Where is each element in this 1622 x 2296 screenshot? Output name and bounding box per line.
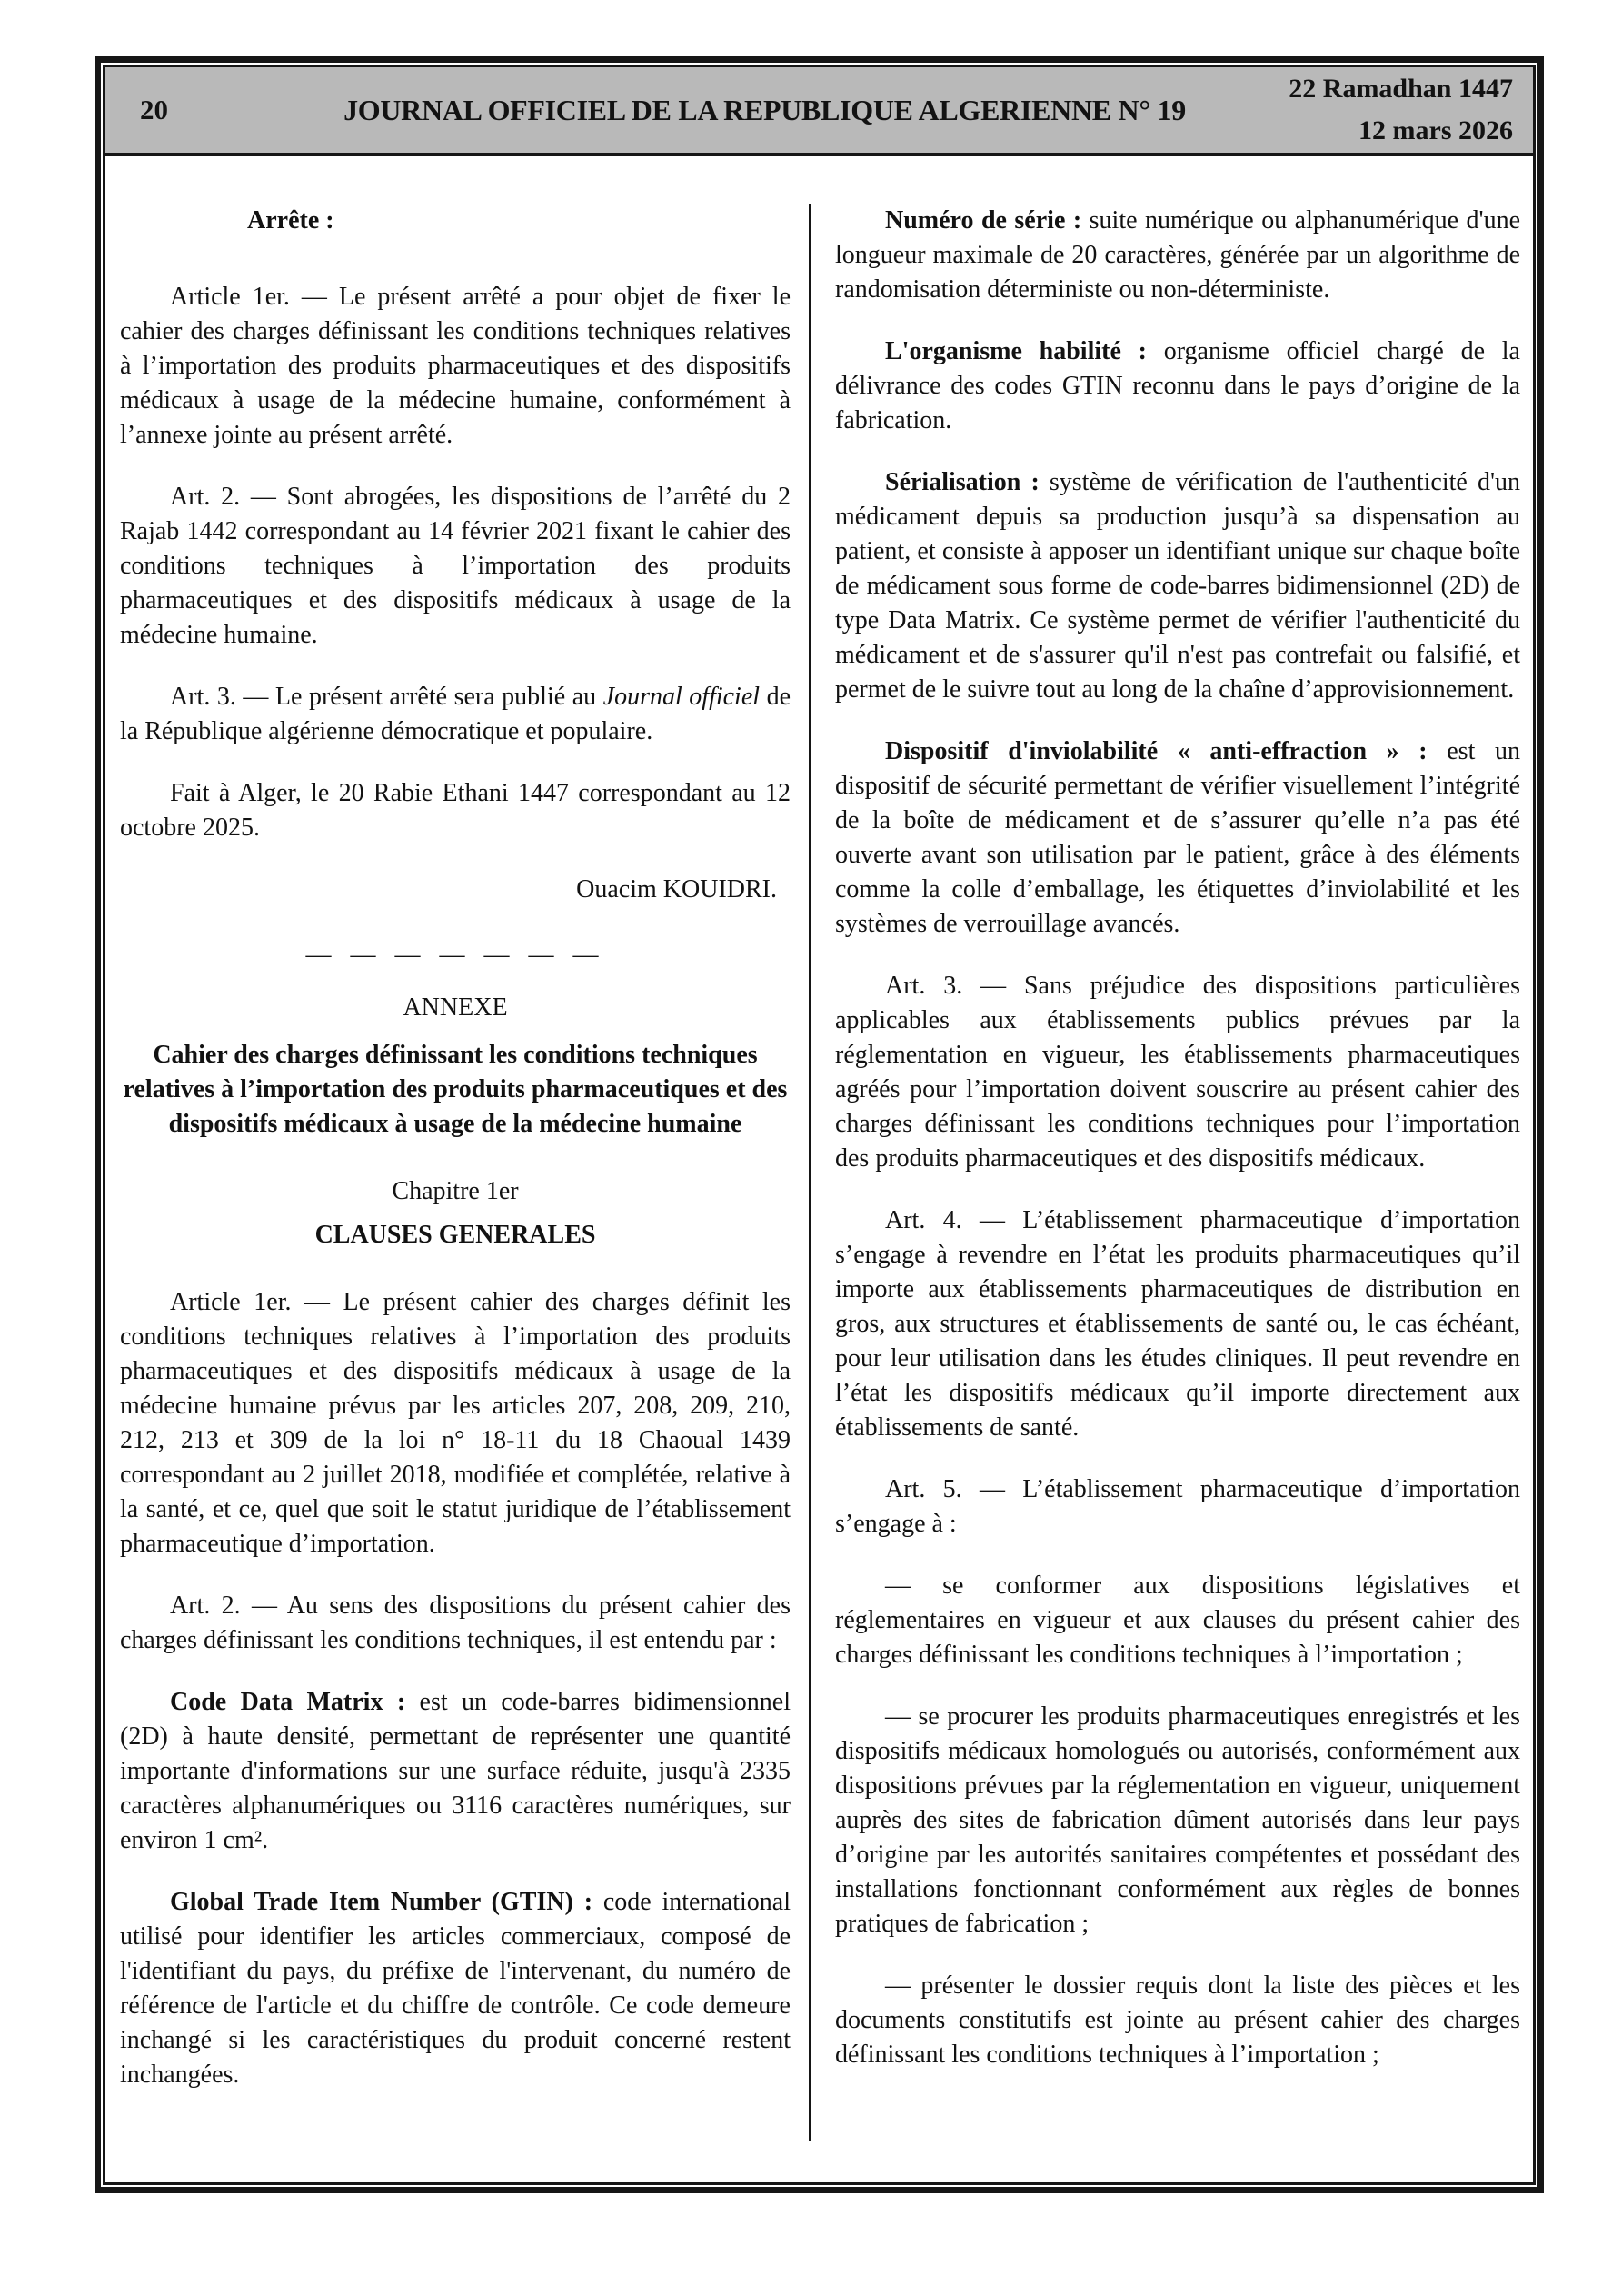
heading-indent	[120, 204, 791, 238]
paragraph	[835, 334, 1520, 438]
paragraph	[835, 1203, 1520, 1445]
text-segment: — — — — — — —	[305, 941, 605, 969]
text-segment: Art. 4. — L’établissement pharmaceutique d’importation s’engage à revendre en l’état les produits pharmaceutiques qu’il importe aux établissements pharmaceutiques de distribution en gros, aux structures et établissements de santé ou, le cas échéant, pour leur utilisation dans les études cliniques. Il peut revendre en l’état les dispositifs médicaux qu’il importe directement aux établissements de santé.	[835, 1206, 1520, 1442]
text-segment: Dispositif d'inviolabilité « anti-effraction » :	[885, 737, 1448, 765]
issue-dates	[1251, 68, 1533, 152]
page-frame	[95, 56, 1544, 2193]
text-segment: Numéro de série :	[885, 206, 1090, 235]
paragraph	[835, 969, 1520, 1176]
date-gregorian: 12 mars 2026	[1358, 115, 1513, 145]
paragraph	[835, 734, 1520, 942]
chapter-title	[120, 1218, 791, 1253]
text-segment: — se conformer aux dispositions législatives et réglementaires en vigueur et aux clauses du présent cahier des charges définissant les conditions techniques à l’importation ;	[835, 1572, 1520, 1669]
text-segment: de la République algérienne démocratique et populaire.	[120, 683, 791, 745]
paragraph	[835, 1569, 1520, 1672]
right-column	[811, 204, 1520, 2182]
paragraph	[120, 1285, 791, 1562]
paragraph	[835, 1472, 1520, 1542]
text-segment: Article 1er. — Le présent cahier des charges définit les conditions techniques relatives à l’importation des produits pharmaceutiques et des dispositifs médicaux à usage de la médecine humaine prévus par les articles 207, 208, 209, 210, 212, 213 et 309 de la loi n° 18-11 du 18 Chaoual 1439 correspondant au 2 juillet 2018, modifiée et complétée, relative à la santé, et ce, quel que soit le statut juridique de l’établissement pharmaceutique d’importation.	[120, 1288, 791, 1558]
journal-title: JOURNAL OFFICIEL DE LA REPUBLIQUE ALGERIENNE N° 19	[343, 93, 1186, 126]
signature	[120, 873, 791, 907]
separator	[120, 938, 791, 973]
text-segment: Art. 2. — Sont abrogées, les dispositions de l’arrêté du 2 Rajab 1442 correspondant au 14 février 2021 fixant le cahier des conditions techniques à l’importation des produits pharmaceutiques et des dispositifs médicaux à usage de la médecine humaine.	[120, 483, 791, 649]
paragraph	[120, 1589, 791, 1658]
text-segment: code international utilisé pour identifier les articles commerciaux, composé de l'identifiant du pays, du préfixe de l'intervenant, du numéro de référence de l'article et du chiffre de contrôle. Ce code demeure inchangé si les caractéristiques du produit concerné restent inchangées.	[120, 1888, 791, 2089]
annexe-label	[120, 991, 791, 1025]
text-segment: Art. 3. — Sans préjudice des dispositions particulières applicables aux établissements publics prévues par la réglementation en vigueur, les établissements pharmaceutiques agréés pour l’importation doivent souscrire au présent cahier des charges définissant les conditions techniques pour l’importation des produits pharmaceutiques et des dispositifs médicaux.	[835, 972, 1520, 1173]
text-segment: ANNEXE	[403, 993, 508, 1022]
text-segment: — présenter le dossier requis dont la liste des pièces et les documents constitutifs est jointe au présent cahier des charges définissant les conditions techniques à l’importation ;	[835, 1972, 1520, 2069]
journal-header	[105, 67, 1533, 156]
text-segment: Cahier des charges définissant les conditions techniques relatives à l’importation des produits pharmaceutiques et des dispositifs médicaux à usage de la médecine humaine	[123, 1041, 788, 1138]
paragraph	[120, 680, 791, 749]
page-content	[105, 156, 1533, 2182]
text-segment: L'organisme habilité :	[885, 337, 1164, 365]
text-segment: Sérialisation :	[885, 468, 1050, 496]
text-segment: organisme officiel chargé de la délivrance des codes GTIN reconnu dans le pays d’origine de la fabrication.	[835, 337, 1520, 434]
paragraph	[120, 480, 791, 653]
text-segment: Art. 5. — L’établissement pharmaceutique d’importation s’engage à :	[835, 1475, 1520, 1538]
annexe-title	[120, 1038, 791, 1142]
paragraph	[120, 280, 791, 453]
text-segment: Ouacim KOUIDRI.	[576, 875, 777, 903]
left-column	[120, 204, 809, 2182]
page-frame-inner	[103, 65, 1536, 2185]
text-segment: Arrête :	[247, 206, 334, 235]
text-segment: Fait à Alger, le 20 Rabie Ethani 1447 correspondant au 12 octobre 2025.	[120, 779, 791, 842]
text-segment: Code Data Matrix :	[170, 1688, 420, 1716]
text-segment: Chapitre 1er	[392, 1177, 519, 1205]
paragraph	[835, 1700, 1520, 1942]
text-segment: Article 1er. — Le présent arrêté a pour objet de fixer le cahier des charges définissant les conditions techniques relatives à l’importation des produits pharmaceutiques et des dispositifs médicaux à usage de la médecine humaine, conformément à l’annexe jointe au présent arrêté.	[120, 283, 791, 449]
text-segment: CLAUSES GENERALES	[314, 1221, 596, 1249]
paragraph	[120, 1885, 791, 2092]
text-segment: Art. 2. — Au sens des dispositions du présent cahier des charges définissant les conditions techniques, il est entendu par :	[120, 1592, 791, 1654]
text-segment: — se procurer les produits pharmaceutiques enregistrés et les dispositifs médicaux homologués ou autorisés, conformément aux dispositions prévues par la réglementation en vigueur, uniquement auprès des sites de fabrication dûment autorisés dans leur pays d’origine par les autorités sanitaires compétentes et possédant des installations fonctionnant conformément aux règles de bonnes pratiques de fabrication ;	[835, 1702, 1520, 1938]
text-segment: Art. 3. — Le présent arrêté sera publié au	[170, 683, 603, 711]
paragraph	[120, 1685, 791, 1858]
paragraph	[835, 1969, 1520, 2072]
paragraph	[120, 776, 791, 845]
paragraph	[835, 465, 1520, 707]
text-segment: Global Trade Item Number (GTIN) :	[170, 1888, 603, 1916]
text-segment: suite numérique ou alphanumérique d'une longueur maximale de 20 caractères, générée par un algorithme de randomisation déterministe ou non-déterministe.	[835, 206, 1520, 304]
text-segment: système de vérification de l'authenticité d'un médicament depuis sa production jusqu’à sa dispensation au patient, et consiste à apposer un identifiant unique sur chaque boîte de médicament sous forme de code-barres bidimensionnel (2D) de type Data Matrix. Ce système permet de vérifier l'authenticité du médicament et de s'assurer qu'il n'est pas contrefait ou falsifié, et permet de le suivre tout au long de la chaîne d’approvisionnement.	[835, 468, 1520, 704]
page-number: 20	[140, 94, 168, 125]
paragraph	[835, 204, 1520, 307]
text-segment: Journal officiel	[602, 683, 761, 711]
text-segment: est un code-barres bidimensionnel (2D) à haute densité, permettant de représenter une quantité importante d'informations sur une surface réduite, jusqu'à 2335 caractères alphanumériques ou 3116 caractères numériques, sur environ 1 cm².	[120, 1688, 791, 1854]
text-segment: est un dispositif de sécurité permettant de vérifier visuellement l’intégrité de la boîte de médicament et de s’assurer qu’elle n’a pas été ouverte avant son utilisation par le patient, grâce à des éléments comme la colle d’emballage, les étiquettes d’inviolabilité et les systèmes de verrouillage avancés.	[835, 737, 1520, 938]
chapter-label	[120, 1174, 791, 1209]
date-hijri: 22 Ramadhan 1447	[1289, 74, 1513, 104]
